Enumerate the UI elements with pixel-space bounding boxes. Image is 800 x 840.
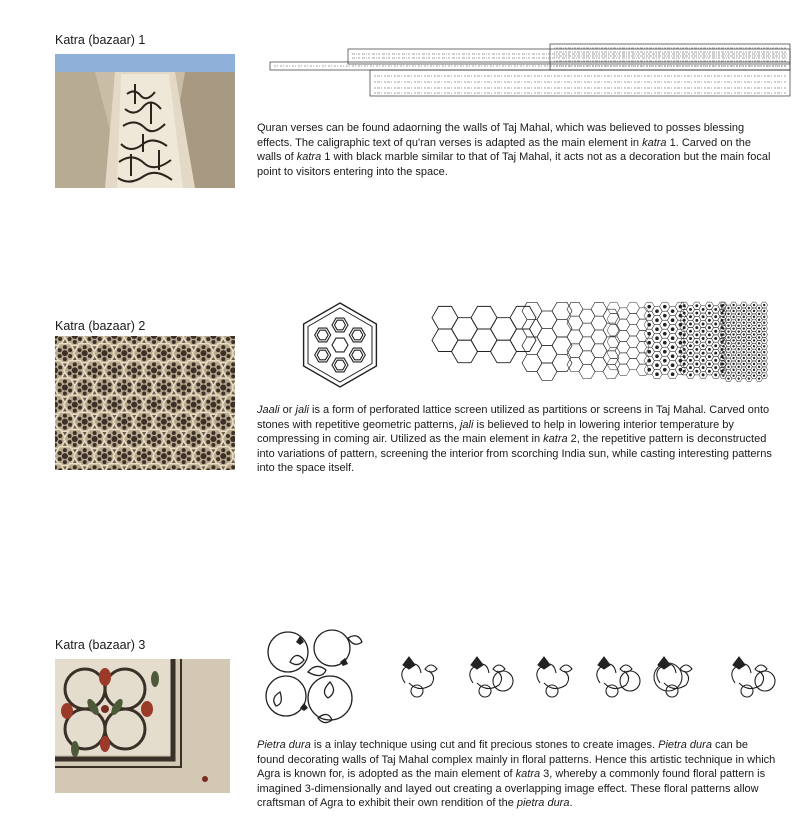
text-run: 2, the repetitive pattern is deconstructed into variations of pattern, screening the interior from scorching India sun, while casting interesting patterns into the space itself. — [257, 433, 772, 475]
section-3-paragraph — [257, 738, 777, 811]
text-run: is a form of perforated lattice screen utilized as partitions or screens in Taj Mahal. Carved onto stones with repetitive geometric patterns, — [257, 404, 770, 431]
italic-term: Jaali — [257, 404, 280, 416]
floral-variation-icon — [402, 657, 437, 697]
italic-term: jali — [459, 418, 474, 431]
floral-variation-icon — [470, 657, 513, 697]
floral-variation-icon — [597, 657, 640, 697]
text-run: . — [569, 797, 573, 810]
text-run: is a inlay technique using cut and fit precious stones to create images. — [310, 739, 659, 751]
italic-term: jali — [295, 404, 309, 416]
section-1-paragraph — [257, 121, 777, 179]
section-2-paragraph — [257, 403, 777, 476]
hexagon-pattern-icon — [295, 300, 385, 390]
section-2-title: Katra (bazaar) 2 — [55, 319, 146, 333]
section-1-title: Katra (bazaar) 1 — [55, 33, 146, 47]
italic-term: Pietra dura — [658, 739, 712, 751]
italic-term: katra — [296, 151, 322, 164]
floral-variations-row — [395, 648, 785, 708]
italic-term: Pietra dura — [257, 739, 311, 751]
floral-variation-icon — [654, 657, 692, 697]
floral-motif-icon — [260, 622, 375, 732]
text-run: 1 with black marble similar to that of Taj Mahal, it acts not as a decoration but the main focal point to visitors entering into the space. — [257, 151, 771, 178]
text-run: 3, whereby a commonly found floral pattern is imagined 3-dimensionally and layed out creating a overlapping image effect. These floral patterns allow craftsman of Agra to exhibit their own rendition of the — [257, 768, 766, 810]
italic-term: katra — [515, 768, 541, 781]
calligraphy-bands-icon — [270, 44, 790, 102]
text-run: Quran verses can be found adaorning the walls of Taj Mahal, which was believed to posses blessing effects. The caligraphic text of qu'ran verses is adapted as the main element in — [257, 122, 745, 149]
text-run: 1. Carved on the walls of — [257, 136, 751, 164]
text-run: can be found decorating walls of Taj Mahal complex mainly in floral patterns. Hence this artistic technique in which Agra is known for, is adopted as the main element of — [257, 739, 776, 781]
italic-term: pietra dura — [516, 797, 570, 810]
jali-lattice-photo — [55, 336, 235, 470]
section-3-title: Katra (bazaar) 3 — [55, 638, 146, 652]
italic-term: katra — [642, 136, 667, 149]
text-run: is believed to help in lowering interior temperature by compressing in coming air. Utilized as the main element in — [257, 418, 734, 446]
pietra-dura-photo — [55, 659, 230, 793]
floral-variation-icon — [537, 657, 572, 697]
calligraphy-photo — [55, 54, 235, 188]
text-run: or — [279, 404, 296, 416]
italic-term: katra — [543, 433, 568, 446]
hexagon-progression-pattern — [432, 302, 772, 386]
floral-variation-icon — [732, 657, 775, 697]
